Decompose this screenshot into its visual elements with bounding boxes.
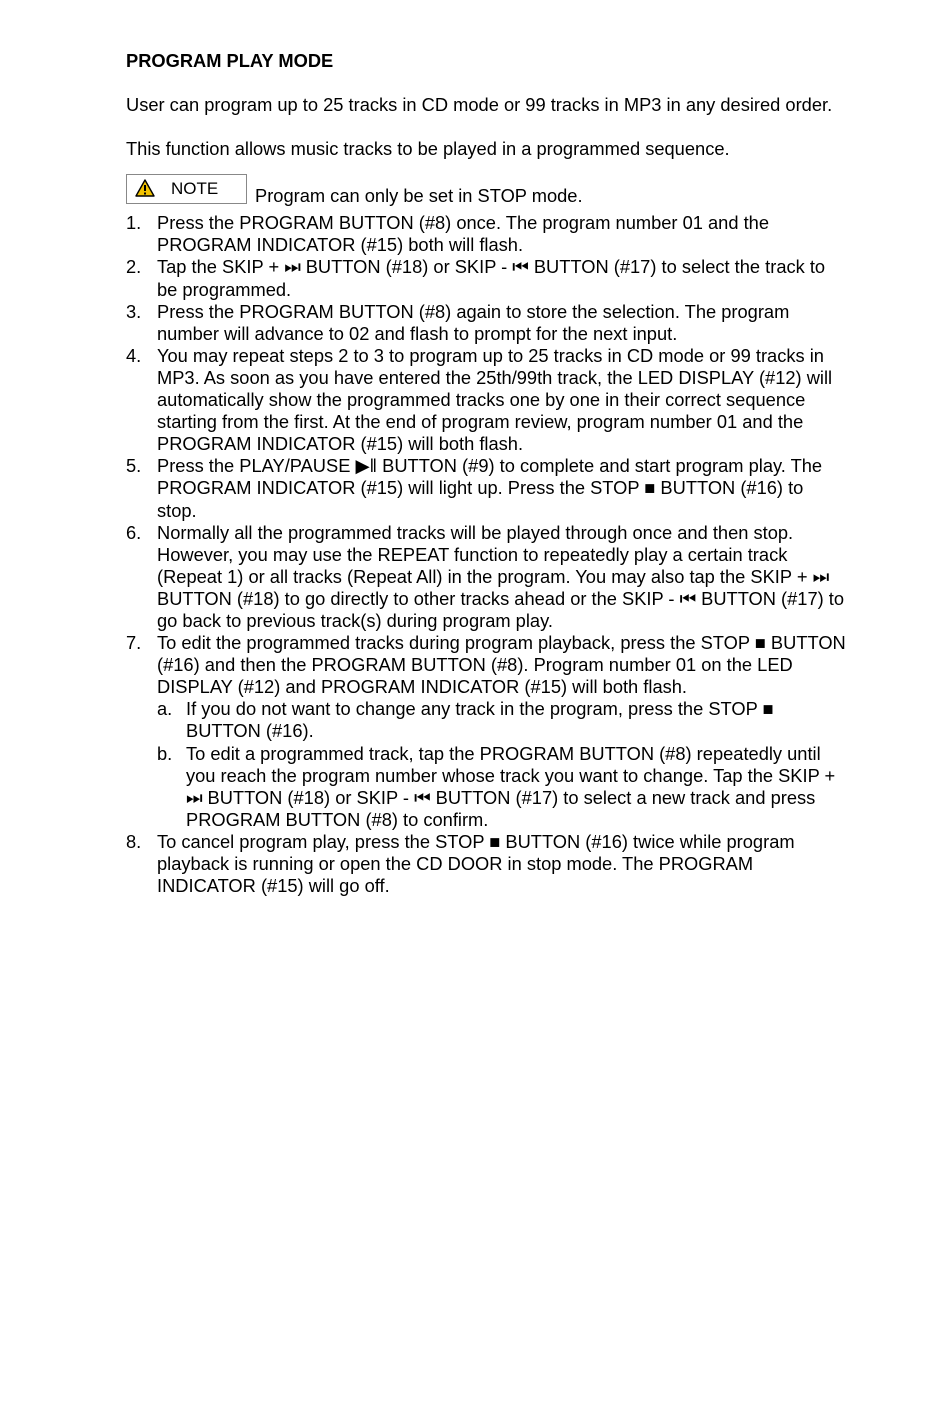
- note-badge: [126, 174, 247, 204]
- step-text: Press the PROGRAM BUTTON (#8) again to store the selection. The program number will advance to 02 and flash to prompt for the next input.: [157, 300, 790, 344]
- list-item: [126, 301, 846, 345]
- step-text: To cancel program play, press the STOP ■ BUTTON (#16) twice while program playback is running or open the CD DOOR in stop mode. The PROGRAM INDICATOR (#15) will go off.: [157, 830, 795, 897]
- list-item: [157, 698, 846, 742]
- step-text: Tap the SKIP + ⏭ BUTTON (#18) or SKIP - ⏮ BUTTON (#17) to select the track to be programmed.: [157, 256, 826, 300]
- note-callout: [126, 168, 846, 212]
- step-text: Press the PROGRAM BUTTON (#8) once. The program number 01 and the PROGRAM INDICATOR (#15) both will flash.: [157, 212, 770, 256]
- edit-substeps-list: [157, 698, 846, 831]
- step-number: 6.: [126, 521, 142, 543]
- program-steps-list: [126, 212, 846, 897]
- step-number: 3.: [126, 300, 142, 322]
- intro-paragraph: User can program up to 25 tracks in CD mode or 99 tracks in MP3 in any desired order.: [126, 94, 833, 116]
- step-text: To edit the programmed tracks during program playback, press the STOP ■ BUTTON (#16) and then the PROGRAM BUTTON (#8). Program number 01 on the LED DISPLAY (#12) and PROGRAM INDICATOR (#15) will both flash.: [157, 632, 846, 698]
- step-number: 2.: [126, 256, 142, 278]
- list-item: [157, 743, 846, 831]
- section-title: PROGRAM PLAY MODE: [126, 50, 334, 71]
- step-number: 7.: [126, 632, 142, 654]
- substep-text: To edit a programmed track, tap the PROGRAM BUTTON (#8) repeatedly until you reach the program number whose track you want to change. Tap the SKIP + ⏭ BUTTON (#18) or SKIP - ⏮ BUTTON (#17) to select a new track and press PROGRAM BUTTON (#8) to confirm.: [186, 742, 836, 830]
- step-text: Press the PLAY/PAUSE ▶ǁ BUTTON (#9) to complete and start program play. The PROGRAM INDICATOR (#15) will light up. Press the STOP ■ BUTTON (#16) to stop.: [157, 455, 823, 521]
- list-item: [126, 345, 846, 455]
- step-text: You may repeat steps 2 to 3 to program up to 25 tracks in CD mode or 99 tracks in MP3. As soon as you have entered the 25th/99th track, the LED DISPLAY (#12) will automatically show the programmed tracks one by one in their correct sequence starting from the first. At the end of program review, program number 01 and the PROGRAM INDICATOR (#15) will both flash.: [157, 344, 833, 455]
- step-text: Normally all the programmed tracks will be played through once and then stop. However, you may use the REPEAT function to repeatedly play a certain track (Repeat 1) or all tracks (Repeat All) in the program. You may also tap the SKIP + ⏭ BUTTON (#18) to go directly to other tracks ahead or the SKIP - ⏮ BUTTON (#17) to go back to previous track(s) during program play.: [157, 521, 845, 631]
- step-number: 4.: [126, 344, 142, 366]
- warning-triangle-icon: [135, 179, 155, 197]
- substep-letter: a.: [157, 698, 173, 720]
- function-paragraph: This function allows music tracks to be played in a programmed sequence.: [126, 138, 730, 160]
- substep-letter: b.: [157, 742, 173, 764]
- document-page: [126, 50, 846, 897]
- list-item: [126, 212, 846, 256]
- substep-text: If you do not want to change any track in the program, press the STOP ■ BUTTON (#16).: [186, 698, 774, 742]
- list-item: [126, 522, 846, 632]
- step-number: 8.: [126, 830, 142, 852]
- list-item: [126, 831, 846, 897]
- step-number: 1.: [126, 212, 142, 234]
- list-item: [126, 632, 846, 831]
- note-text: Program can only be set in STOP mode.: [255, 185, 583, 207]
- note-label: NOTE: [171, 179, 219, 199]
- list-item: [126, 256, 846, 300]
- step-number: 5.: [126, 455, 142, 477]
- list-item: [126, 455, 846, 521]
